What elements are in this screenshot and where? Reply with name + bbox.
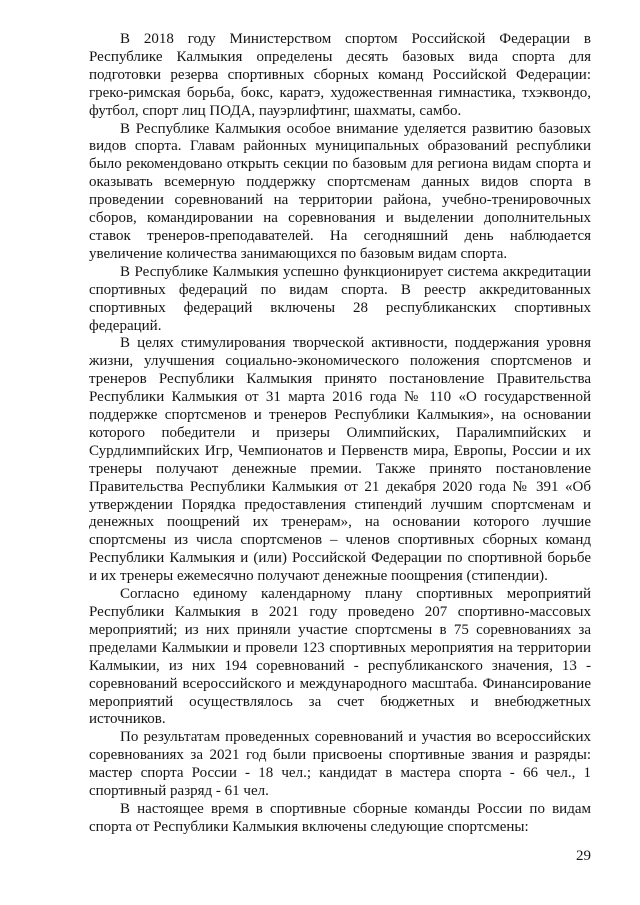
paragraph-accreditation: В Республике Калмыкия успешно функционирует система аккредитации спортивных федераций по видам спорта. В реестр аккредитованных спортивных федераций включены 28 республиканских спортивных федераций.	[89, 263, 591, 334]
paragraph-calendar-plan: Согласно единому календарному плану спортивных мероприятий Республики Калмыкия в 2021 году проведено 207 спортивно-массовых мероприятий; из них приняли участие спортсмены в 75 соревнованиях за пределами Калмыкии и провели 123 спортивных мероприятия на территории Калмыкии, из них 194 соревнований - республиканского значения, 13 - соревнований всероссийского и международного масштаба. Финансирование мероприятий осуществлялось за счет бюджетных и внебюджетных источников.	[89, 586, 591, 728]
page-number: 29	[576, 848, 591, 864]
paragraph-state-support: В целях стимулирования творческой активности, поддержания уровня жизни, улучшения социально-экономического положения спортсменов и тренеров Республики Калмыкия принято постановление Правительства Республики Калмыкия от 31 марта 2016 года № 110 «О государственной поддержке спортсменов и тренеров Республики Калмыкия», на основании которого победители и призеры Олимпийских, Паралимпийских и Сурдлимпийских Игр, Чемпионатов и Первенств мира, Европы, России и их тренеры получают денежные премии. Также принято постановление Правительства Республики Калмыкия от 21 декабря 2020 года № 391 «Об утверждении Порядка предоставления стипендий лучшим спортсменам и денежных поощрений их тренерам», на основании которого лучшие спортсмены из числа спортсменов – членов спортивных сборных команд Республики Калмыкия и (или) Российской Федерации по спортивной борьбе и их тренеры ежемесячно получают денежные поощрения (стипендии).	[89, 335, 591, 585]
paragraph-national-teams: В настоящее время в спортивные сборные команды России по видам спорта от Республики Калмыкия включены следующие спортсмены:	[89, 800, 591, 835]
paragraph-ranks: По результатам проведенных соревнований и участия во всероссийских соревнованиях за 2021 год были присвоены спортивные звания и разряды: мастер спорта России - 18 чел.; кандидат в мастера спорта - 66 чел., 1 спортивный разряд - 61 чел.	[89, 729, 591, 800]
paragraph-development: В Республике Калмыкия особое внимание уделяется развитию базовых видов спорта. Главам районных муниципальных образований республики было рекомендовано открыть секции по базовым для региона видам спорта и оказывать всемерную поддержку спортсменам данных видов спорта в проведении соревнований на территории района, учебно-тренировочных сборов, командировании на соревнования и выделении дополнительных ставок тренеров-преподавателей. На сегодняшний день наблюдается увеличение количества занимающихся по базовым видам спорта.	[89, 120, 591, 262]
document-body	[89, 31, 591, 837]
paragraph-base-sports: В 2018 году Министерством спортом Российской Федерации в Республике Калмыкия определены десять базовых вида спорта для подготовки резерва спортивных сборных команд Российской Федерации: греко-римская борьба, бокс, каратэ, художественная гимнастика, тхэквондо, футбол, спорт лиц ПОДА, пауэрлифтинг, шахматы, самбо.	[89, 31, 591, 119]
